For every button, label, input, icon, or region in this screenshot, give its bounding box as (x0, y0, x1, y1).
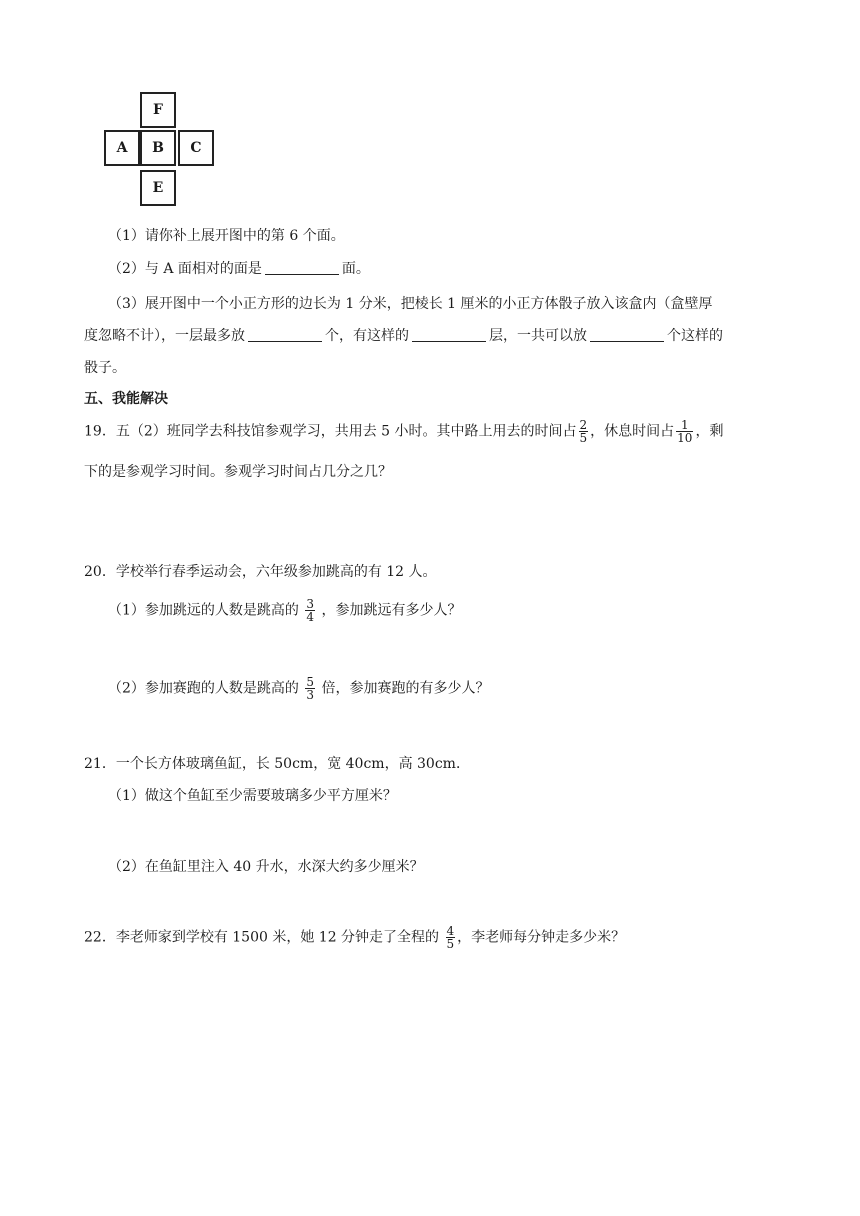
fraction (446, 925, 456, 950)
answer-blank[interactable] (265, 260, 339, 275)
q20-part1-text: （1）参加跳远的人数是跳高的 (108, 602, 299, 619)
q18-part3-line2 (84, 326, 723, 346)
answer-blank[interactable] (412, 327, 486, 342)
q22-text-a: 22．李老师家到学校有 1500 米，她 12 分钟走了全程的 (84, 929, 440, 946)
q20-part2-suffix: 倍，参加赛跑的有多少人？ (321, 680, 490, 697)
fraction-numerator: 3 (306, 597, 315, 611)
q21-stem: 21．一个长方体玻璃鱼缸，长 50cm，宽 40cm，高 30cm． (84, 756, 470, 772)
answer-blank[interactable] (590, 327, 664, 342)
section-heading: 五、我能解决 (84, 391, 168, 407)
q19-line2: 下的是参观学习时间。参观学习时间占几分之几？ (84, 464, 392, 480)
fraction (579, 419, 589, 444)
net-label-f: F (153, 102, 163, 118)
q18-part3-line3: 骰子。 (84, 360, 126, 376)
fraction (305, 676, 315, 701)
q19-text-a: 19．五（2）班同学去科技馆参观学习，共用去 5 小时。其中路上用去的时间占 (84, 423, 577, 440)
q22-line (84, 925, 625, 950)
fraction-numerator: 5 (306, 675, 315, 689)
fraction (676, 419, 693, 444)
q18-part3-text-a: 度忽略不计），一层最多放 (84, 328, 245, 344)
q18-part3-text-d: 个这样的 (667, 328, 723, 344)
net-face-left (104, 130, 140, 166)
q18-part1: （1）请你补上展开图中的第 6 个面。 (108, 228, 345, 244)
fraction-denominator: 5 (446, 937, 455, 951)
net-label-a: A (116, 140, 128, 156)
q19-text-c: ，剩 (695, 423, 724, 440)
fraction-denominator: 4 (306, 610, 315, 624)
q18-part2-suffix: 面。 (341, 261, 370, 277)
fraction-numerator: 4 (446, 924, 455, 938)
net-face-top (140, 92, 176, 128)
q18-part3-text-c: 层，一共可以放 (489, 328, 587, 344)
net-label-e: E (152, 180, 164, 196)
q18-part3-line1: （3）展开图中一个小正方形的边长为 1 分米，把棱长 1 厘米的小正方体骰子放入该盒内（盒壁厚 (108, 296, 713, 312)
q19-line1 (84, 419, 723, 444)
q18-part2 (108, 259, 370, 279)
net-face-right (178, 130, 214, 166)
q20-part1 (108, 598, 461, 623)
q20-stem: 20．学校举行春季运动会，六年级参加跳高的有 12 人。 (84, 564, 437, 580)
net-face-center (140, 130, 176, 166)
fraction-denominator: 10 (677, 431, 693, 445)
q22-text-b: ，李老师每分钟走多少米？ (457, 929, 626, 946)
q18-part2-text: （2）与 A 面相对的面是 (108, 261, 262, 277)
fraction (305, 598, 315, 623)
q20-part2 (108, 676, 489, 701)
fraction-numerator: 1 (676, 419, 693, 432)
q21-part2: （2）在鱼缸里注入 40 升水，水深大约多少厘米？ (108, 859, 424, 875)
q21-part1: （1）做这个鱼缸至少需要玻璃多少平方厘米？ (108, 788, 397, 804)
net-label-b: B (152, 140, 164, 156)
q20-part1-suffix: ，参加跳远有多少人？ (321, 602, 462, 619)
answer-blank[interactable] (248, 327, 322, 342)
q20-part2-text: （2）参加赛跑的人数是跳高的 (108, 680, 299, 697)
fraction-denominator: 5 (579, 431, 588, 445)
net-label-c: C (190, 140, 202, 156)
fraction-numerator: 2 (579, 418, 588, 432)
q18-part3-text-b: 个，有这样的 (325, 328, 409, 344)
net-face-bottom (140, 170, 176, 206)
fraction-denominator: 3 (306, 688, 315, 702)
q19-text-b: ，休息时间占 (590, 423, 675, 440)
